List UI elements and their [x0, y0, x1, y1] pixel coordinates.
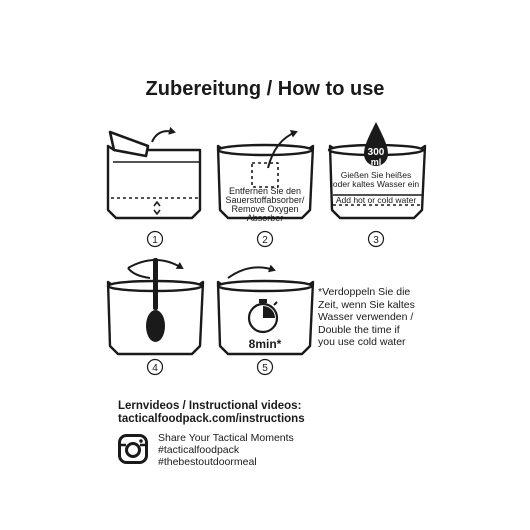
social-line: #thebestoutdoormeal — [158, 456, 257, 468]
instagram-icon — [118, 434, 148, 464]
step-5-number — [258, 360, 273, 375]
cold-water-note — [318, 286, 438, 349]
social-block — [158, 432, 294, 468]
water-drop-value: 300 — [367, 147, 385, 158]
step-1-open-icon — [108, 131, 200, 218]
step-3-label-de-line-2: oder kaltes Wasser ein — [332, 179, 420, 189]
svg-text:2: 2 — [262, 235, 268, 246]
step-2-label-line-3: Remove Oxygen — [231, 204, 299, 214]
note-line: Double the time if — [318, 323, 400, 336]
note-line: Wasser verwenden / — [318, 311, 414, 323]
svg-text:4: 4 — [152, 363, 158, 374]
step-2-label-line-4: Absorber — [246, 213, 284, 223]
step-2-label-line-2: Sauerstoffabsorber/ — [225, 195, 305, 205]
note-line: *Verdoppeln Sie die — [318, 286, 411, 298]
svg-text:5: 5 — [262, 363, 268, 374]
social-line: Share Your Tactical Moments — [158, 432, 294, 444]
videos-label: Lernvideos / Instructional videos: — [118, 400, 302, 412]
svg-text:1: 1 — [152, 235, 158, 246]
step-5-timer: 8min* — [248, 337, 282, 351]
step-2-number — [258, 232, 273, 247]
step-3-label-de-line-1: Gießen Sie heißes — [340, 170, 412, 180]
videos-url: tacticalfoodpack.com/instructions — [118, 413, 305, 425]
instructional-videos — [118, 400, 305, 426]
note-line: you use cold water — [318, 336, 406, 348]
note-line: Zeit, wenn Sie kaltes — [318, 298, 415, 311]
svg-text:3: 3 — [373, 235, 379, 246]
step-2-label-line-1: Entfernen Sie den — [228, 186, 302, 196]
step-3-number — [369, 232, 384, 247]
water-drop-unit: ml — [370, 157, 382, 167]
step-1-number — [148, 232, 163, 247]
social-line: #tacticalfoodpack — [158, 444, 240, 456]
page-title: Zubereitung / How to use — [145, 78, 385, 100]
step-3-label-en: Add hot or cold water — [335, 195, 417, 205]
step-4-number — [148, 360, 163, 375]
